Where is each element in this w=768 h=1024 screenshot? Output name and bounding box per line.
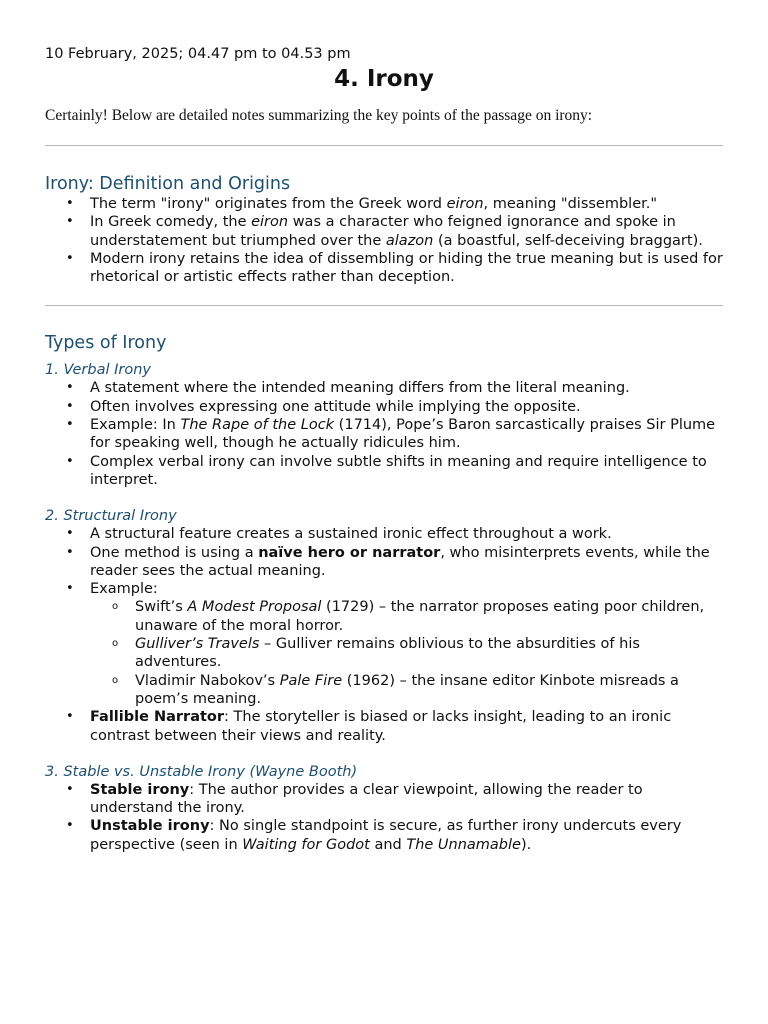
divider [45,145,723,146]
example-sublist [90,598,723,708]
intro-text: Certainly! Below are detailed notes summarizing the key points of the passage on irony: [45,107,593,124]
list-item: • Fallible Narrator: The storyteller is biased or lacks insight, leading to an ironic contrast between their views and reality. [90,708,723,745]
list-item: • One method is using a naïve hero or narrator, who misinterprets events, while the reader sees the actual meaning. [90,544,723,581]
definition-list [45,195,723,286]
sublist-item: o Gulliver’s Travels – Gulliver remains oblivious to the absurdities of his adventures. [135,635,723,672]
page-title: 4. Irony [334,66,434,92]
section-heading-definition: Irony: Definition and Origins [45,174,291,194]
list-item: • Modern irony retains the idea of dissembling or hiding the true meaning but is used for rhetorical or artistic effects rather than deception. [90,250,723,287]
list-item: • Complex verbal irony can involve subtle shifts in meaning and require intelligence to interpret. [90,453,723,490]
list-item: • In Greek comedy, the eiron was a character who feigned ignorance and spoke in understatement but triumphed over the alazon (a boastful, self-deceiving braggart). [90,213,723,250]
divider [45,305,723,306]
list-item: • Often involves expressing one attitude while implying the opposite. [90,398,723,416]
stable-irony-list [45,781,723,854]
sublist-item: o Swift’s A Modest Proposal (1729) – the narrator proposes eating poor children, unaware of the moral horror. [135,598,723,635]
list-item: • Unstable irony: No single standpoint is secure, as further irony undercuts every perspective (seen in Waiting for Godot and The Unnamable). [90,817,723,854]
list-item: • A structural feature creates a sustained ironic effect throughout a work. [90,525,723,543]
list-item: • Stable irony: The author provides a clear viewpoint, allowing the reader to understand the irony. [90,781,723,818]
verbal-irony-list [45,379,723,489]
subheading-structural-irony: 2. Structural Irony [45,508,177,525]
list-item: • Example: In The Rape of the Lock (1714), Pope’s Baron sarcastically praises Sir Plume for speaking well, though he actually ridicules him. [90,416,723,453]
subheading-stable-unstable-irony: 3. Stable vs. Unstable Irony (Wayne Booth) [45,763,358,780]
sublist-item: o Vladimir Nabokov’s Pale Fire (1962) – the insane editor Kinbote misreads a poem’s meaning. [135,672,723,709]
list-item: • The term "irony" originates from the Greek word eiron, meaning "dissembler." [90,195,723,213]
list-item: • A statement where the intended meaning differs from the literal meaning. [90,379,723,397]
structural-irony-list [45,525,723,745]
list-item: • Example: o Swift’s A Modest Proposal (1729) – the narrator proposes eating poor children, unaware of the moral horror. o Gulliver’s Travels – Gulliver remains oblivious to the absurdities of his adventures. o Vladimir Nabokov’s Pale Fire (1962) – the insane editor Kinbote misreads a poem’s meaning. [90,580,723,708]
subheading-verbal-irony: 1. Verbal Irony [45,362,152,379]
section-heading-types: Types of Irony [45,333,167,354]
timestamp: 10 February, 2025; 04.47 pm to 04.53 pm [45,46,351,62]
